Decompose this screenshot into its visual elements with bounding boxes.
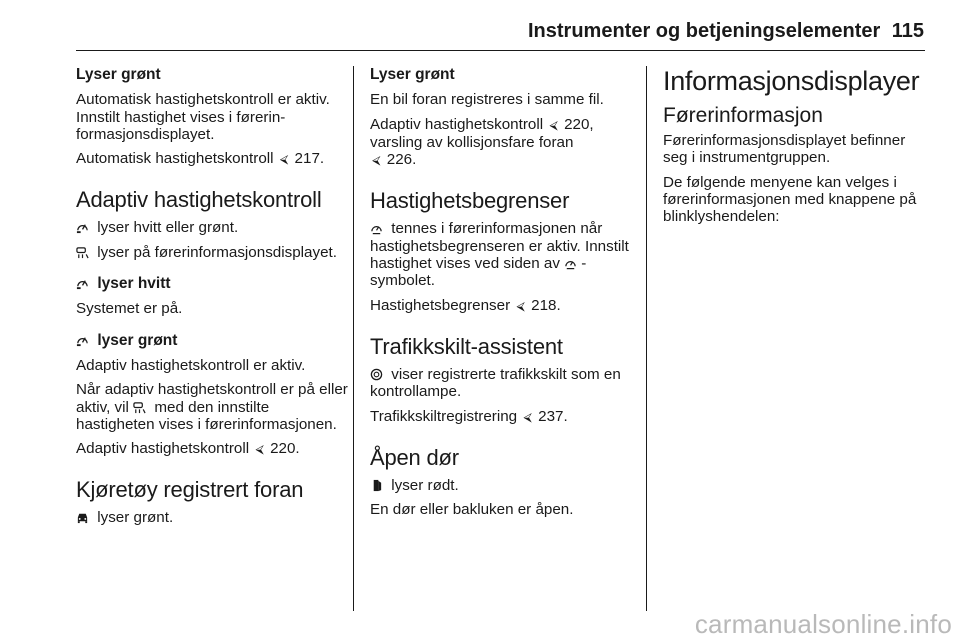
subheading-white: lyser hvitt — [76, 275, 348, 292]
subheading-green: lyser grønt — [76, 332, 348, 349]
open-door-icon — [370, 479, 383, 492]
paragraph: En bil foran registreres i samme fil. — [370, 91, 604, 109]
header-divider — [76, 50, 925, 51]
column-2 — [370, 66, 636, 525]
reference-arrow-icon: ⮘ — [516, 298, 525, 313]
paragraph: Når adaptiv hastighetskontroll er på eller aktiv, vil med den innstilte hastigheten vises i førerinformasjonen. — [76, 381, 348, 433]
paragraph: Systemet er på. — [76, 300, 183, 318]
paragraph: lyser grønt. — [76, 509, 348, 526]
section-heading-open-door: Åpen dør — [370, 444, 459, 470]
paragraph: lyser rødt. — [370, 477, 636, 494]
section-heading-traffic-sign: Trafikkskilt-assistent — [370, 333, 563, 359]
paragraph: En dør eller bakluken er åpen. — [370, 501, 574, 519]
paragraph: Automatisk hastighetskontroll er aktiv. Innstilt hastighet vises i førerinformasjonsdisplayet. — [76, 91, 330, 143]
paragraph: Førerinformasjonsdisplayet befinner seg i instrumentgruppen. — [663, 132, 906, 167]
acc-car-speed-icon — [76, 246, 89, 259]
paragraph: lyser på førerinformasjonsdisplayet. — [76, 244, 348, 261]
section-subheading: Lyser grønt — [76, 66, 161, 83]
acc-gauge-icon — [76, 221, 89, 234]
paragraph-reference: Adaptiv hastighetskontroll ⮘ 220, varsling av kollisjonsfare foran ⮘ 226. — [370, 115, 594, 169]
paragraph-reference: Trafikkskiltregistrering ⮘ 237. — [370, 407, 568, 425]
paragraph: viser registrerte trafikkskilt som en kontrollampe. — [370, 365, 621, 401]
section-heading-vehicle-ahead: Kjøretøy registrert foran — [76, 477, 304, 503]
reference-arrow-icon: ⮘ — [255, 442, 264, 457]
section-heading-adaptive-cruise: Adaptiv hastighetskontroll — [76, 187, 322, 213]
paragraph: De følgende menyene kan velges i førerinformasjonen med knappene på blinklyshendelen: — [663, 173, 917, 226]
acc-gauge-icon — [76, 277, 89, 290]
reference-arrow-icon: ⮘ — [279, 152, 289, 167]
chapter-heading: Informasjonsdisplayer — [663, 66, 920, 96]
paragraph: lyser hvitt eller grønt. — [76, 219, 348, 236]
reference-arrow-icon: ⮘ — [549, 117, 558, 132]
paragraph-reference: Hastighetsbegrenser ⮘ 218. — [370, 296, 561, 314]
paragraph-reference: Automatisk hastighetskontroll ⮘ 217. — [76, 150, 325, 168]
paragraph-reference: Adaptiv hastighetskontroll ⮘ 220. — [76, 440, 300, 458]
column-3 — [663, 66, 925, 232]
speed-limiter-icon — [564, 257, 577, 270]
column-1 — [76, 66, 348, 534]
section-heading-driver-info: Førerinformasjon — [663, 104, 823, 127]
section-subheading: Lyser grønt — [370, 66, 455, 83]
acc-gauge-icon — [76, 334, 89, 347]
page-number: 115 — [891, 20, 924, 42]
reference-arrow-icon: ⮘ — [523, 409, 532, 424]
header-title: Instrumenter og betjeningselementer — [528, 20, 881, 42]
paragraph: Adaptiv hastighetskontroll er aktiv. — [76, 356, 306, 374]
reference-arrow-icon: ⮘ — [372, 153, 381, 168]
watermark: carmanualsonline.info — [694, 609, 952, 639]
column-divider-2 — [646, 66, 647, 611]
column-divider-1 — [353, 66, 354, 611]
section-heading-speed-limiter: Hastighetsbegrenser — [370, 188, 570, 214]
acc-car-speed-icon — [133, 401, 146, 414]
traffic-sign-icon — [370, 368, 383, 381]
vehicle-ahead-icon — [76, 511, 89, 524]
paragraph: tennes i førerinformasjonen når hastighetsbegrenseren er aktiv. Innstilt hastighet vises ved siden av -symbolet. — [370, 220, 629, 290]
speed-limiter-icon — [370, 222, 383, 235]
